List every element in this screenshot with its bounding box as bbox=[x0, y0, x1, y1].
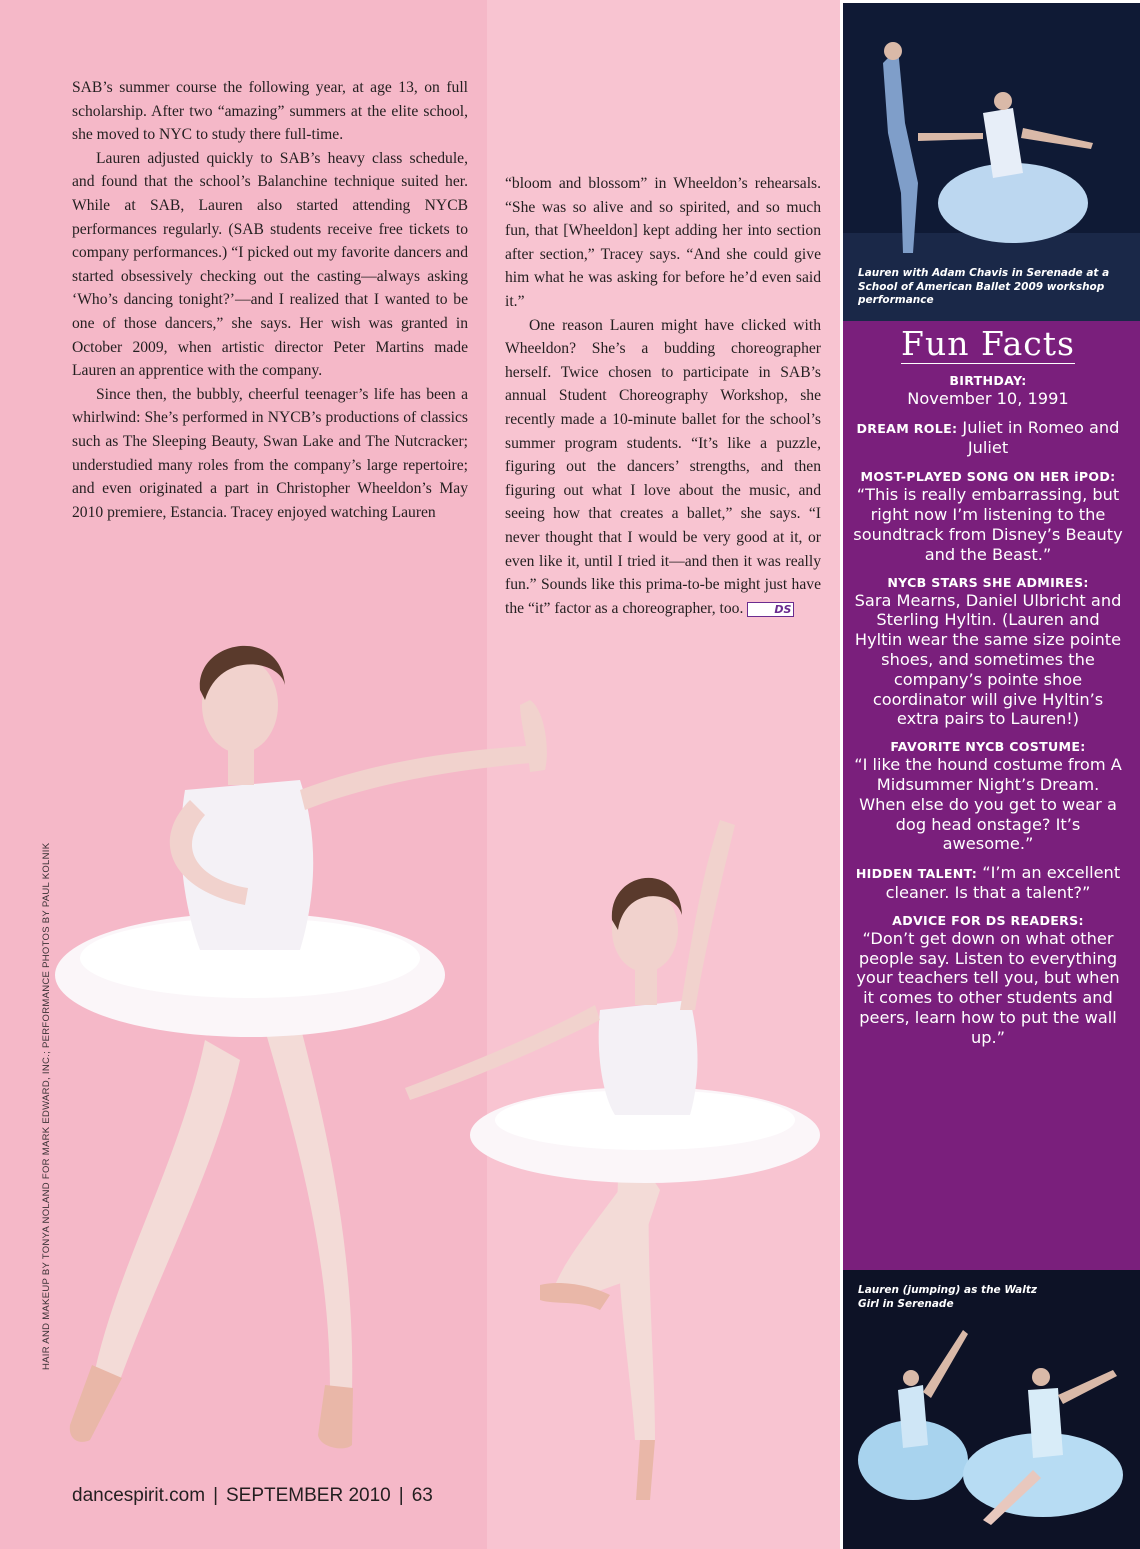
fact-advice bbox=[852, 912, 1124, 1048]
fact-stars-value: Sara Mearns, Daniel Ulbricht and Sterling Hyltin. (Lauren and Hyltin wear the same size pointe shoes, and sometimes the company’s pointe shoe coordinator will give Hyltin’s extra pairs to Lauren!) bbox=[854, 590, 1122, 729]
fact-song bbox=[852, 466, 1124, 564]
fact-costume bbox=[852, 738, 1124, 854]
col2-paragraph-1: “bloom and blossom” in Wheeldon’s rehearsals. “She was so alive and so spirited, and so much fun, that [Wheeldon] kept adding her into section after section,” Tracey says. “And she could give him what he was asking for before he’d even said it.” bbox=[505, 175, 821, 310]
fun-facts-title-text: Fun Facts bbox=[901, 324, 1075, 363]
fact-birthday bbox=[852, 372, 1124, 409]
fact-talent-value: “I’m an excellent cleaner. Is that a talent?” bbox=[885, 863, 1121, 902]
ds-end-mark-icon: DS bbox=[747, 602, 794, 617]
fun-facts-title bbox=[843, 324, 1133, 363]
col2-paragraph-2 bbox=[505, 314, 821, 621]
col1-paragraph-1: SAB’s summer course the following year, at age 13, on full scholarship. After two “amazing” summers at the elite school, she moved to NYC to study there full-time. bbox=[72, 79, 468, 144]
col1-paragraph-3: Since then, the bubbly, cheerful teenager’s life has been a whirlwind: She’s performed in NYCB’s productions of classics such as The Sleeping Beauty, Swan Lake and The Nutcracker; understudied many roles from the company’s large repertoire; and even originated a part in Christopher Wheeldon’s May 2010 premiere, Estancia. Tracey enjoyed watching Lauren bbox=[72, 385, 468, 521]
footer-site: dancespirit.com bbox=[72, 1485, 206, 1506]
fact-talent-label: HIDDEN TALENT: bbox=[855, 866, 978, 882]
fact-song-label: MOST-PLAYED SONG ON HER iPOD: bbox=[860, 469, 1116, 485]
bottom-photo-caption: Lauren (jumping) as the Waltz Girl in Serenade bbox=[858, 1284, 1038, 1310]
footer-separator: | bbox=[213, 1485, 218, 1506]
fact-song-value: “This is really embarrassing, but right now I’m listening to the soundtrack from Disney’s Beauty and the Beast.” bbox=[853, 485, 1123, 564]
fact-advice-value: “Don’t get down on what other people say. Listen to everything your teachers tell you, but when it comes to other students and peers, learn how to put the wall up.” bbox=[856, 928, 1120, 1047]
footer-page-number: 63 bbox=[411, 1485, 433, 1506]
article-column-1 bbox=[72, 76, 468, 524]
article-column-2 bbox=[505, 172, 821, 620]
fun-facts-list bbox=[852, 372, 1124, 1057]
fact-advice-label: ADVICE FOR DS READERS: bbox=[892, 912, 1084, 928]
top-photo-caption: Lauren with Adam Chavis in Serenade at a School of American Ballet 2009 workshop performance bbox=[858, 267, 1110, 306]
fact-birthday-label: BIRTHDAY: bbox=[949, 373, 1027, 388]
fact-costume-value: “I like the hound costume from A Midsummer Night’s Dream. When else do you get to wear a dog head onstage? It’s awesome.” bbox=[854, 755, 1122, 854]
bottom-performance-photo bbox=[843, 1270, 1140, 1549]
dancer-right-figure bbox=[405, 820, 820, 1500]
dancer-left-figure bbox=[55, 646, 547, 1448]
footer-issue: SEPTEMBER 2010 bbox=[226, 1485, 391, 1506]
bottom-photo-illustration bbox=[843, 1270, 1140, 1549]
fact-dream-role bbox=[852, 418, 1124, 458]
fact-stars-label: NYCB STARS SHE ADMIRES: bbox=[887, 574, 1089, 590]
photo-credit: HAIR AND MAKEUP BY TONYA NOLAND FOR MARK EDWARD, INC.; PERFORMANCE PHOTOS BY PAUL KOLNIK bbox=[41, 842, 52, 1370]
page-footer bbox=[72, 1485, 433, 1507]
fact-dream-role-value: Juliet in Romeo and Juliet bbox=[962, 417, 1120, 457]
footer-separator-2: | bbox=[398, 1485, 404, 1506]
fact-costume-label: FAVORITE NYCB COSTUME: bbox=[890, 739, 1086, 755]
col2-paragraph-2-text: One reason Lauren might have clicked with Wheeldon? She’s a budding choreographer herself. Twice chosen to participate in SAB’s annual Student Choreography Workshop, she recently made a 10-minute ballet for the school’s summer program students. “It’s like a puzzle, figuring out the dancers’ strengths, and then figuring out what I love about the music, and seeing how that creates a ballet,” she says. “I never thought that I would be very good at it, or even like it, until I tried it—and then it was really fun.” Sounds like this prima-to-be might just have the “it” factor as a choreographer, too. bbox=[505, 316, 821, 617]
fact-dream-role-label: DREAM ROLE: bbox=[856, 420, 958, 436]
fact-birthday-value: November 10, 1991 bbox=[907, 389, 1069, 408]
col1-paragraph-2: Lauren adjusted quickly to SAB’s heavy class schedule, and found that the school’s Balanchine technique suited her. While at SAB, Lauren also started attending NYCB performances regularly. (SAB students receive free tickets to company performances.) “I picked out my favorite dancers and started obsessively checking out the casting—always asking ‘Who’s dancing tonight?’—and I realized that I wanted to be one of those dancers,” she says. Her wish was granted in October 2009, when artistic director Peter Martins made Lauren an apprentice with the company. bbox=[72, 149, 468, 380]
fact-talent bbox=[852, 863, 1124, 903]
fact-stars bbox=[852, 574, 1124, 730]
